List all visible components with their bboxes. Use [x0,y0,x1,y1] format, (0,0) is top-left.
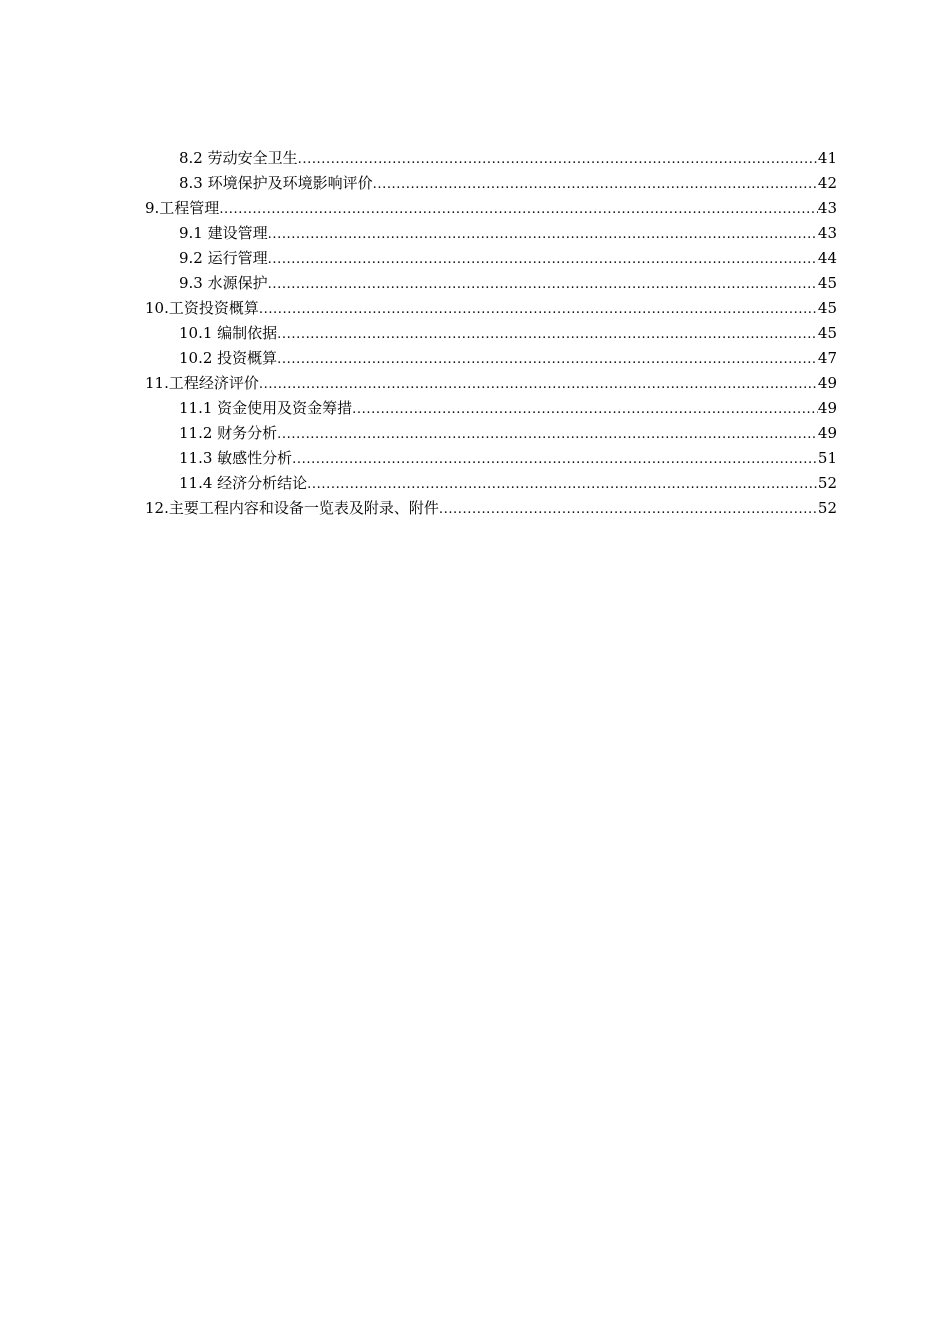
toc-dot-leader [259,296,818,322]
toc-dot-leader [259,371,818,397]
toc-entry-title: 10.工资投资概算 [145,299,259,317]
toc-entry[interactable] [145,496,837,521]
toc-dot-leader [292,446,818,472]
toc-entry-title: 8.2 劳动安全卫生 [179,149,298,167]
toc-entry[interactable] [145,246,837,271]
toc-dot-leader [277,321,818,347]
toc-entry[interactable] [145,321,837,346]
toc-entry-page: 49 [817,399,837,417]
toc-entry[interactable] [145,271,837,296]
toc-entry-title: 10.2 投资概算 [179,349,278,367]
toc-dot-leader [277,421,818,447]
toc-entry-title: 11.工程经济评价 [145,374,259,392]
toc-entry-page: 52 [817,474,837,492]
toc-entry-page: 43 [817,199,837,217]
toc-dot-leader [439,496,818,522]
toc-dot-leader [277,346,818,372]
toc-dot-leader [268,221,818,247]
toc-entry-page: 49 [817,424,837,442]
toc-entry[interactable] [145,421,837,446]
toc-dot-leader [268,246,818,272]
toc-entry-page: 41 [817,149,837,167]
toc-entry-page: 47 [817,349,837,367]
toc-entry[interactable] [145,471,837,496]
toc-entry-title: 9.2 运行管理 [179,249,268,267]
toc-entry-title: 9.工程管理 [145,199,220,217]
toc-entry[interactable] [145,371,837,396]
toc-entry-page: 51 [817,449,837,467]
toc-entry-page: 52 [817,499,837,517]
toc-entry-title: 12.主要工程内容和设备一览表及附录、附件 [145,499,439,517]
toc-entry[interactable] [145,296,837,321]
toc-entry-page: 49 [817,374,837,392]
toc-entry-title: 11.3 敏感性分析 [179,449,293,467]
toc-entry-title: 8.3 环境保护及环境影响评价 [179,174,373,192]
toc-entry[interactable] [145,396,837,421]
toc-entry-page: 45 [817,324,837,342]
toc-entry[interactable] [145,146,837,171]
toc-dot-leader [298,146,818,172]
toc-dot-leader [268,271,818,297]
toc-entry-page: 45 [817,299,837,317]
toc-entry[interactable] [145,171,837,196]
toc-entry-title: 9.1 建设管理 [179,224,268,242]
toc-entry[interactable] [145,221,837,246]
toc-dot-leader [307,471,818,497]
toc-dot-leader [373,171,818,197]
toc-entry-title: 11.2 财务分析 [179,424,278,442]
toc-dot-leader [219,196,818,222]
toc-entry-page: 43 [817,224,837,242]
toc-entry-page: 42 [817,174,837,192]
table-of-contents [145,146,837,521]
toc-entry-title: 11.1 资金使用及资金筹措 [179,399,353,417]
toc-dot-leader [352,396,818,422]
toc-entry-page: 44 [817,249,837,267]
toc-entry[interactable] [145,446,837,471]
toc-entry[interactable] [145,346,837,371]
toc-entry[interactable] [145,196,837,221]
toc-entry-page: 45 [817,274,837,292]
toc-entry-title: 9.3 水源保护 [179,274,268,292]
toc-entry-title: 11.4 经济分析结论 [179,474,308,492]
toc-entry-title: 10.1 编制依据 [179,324,278,342]
